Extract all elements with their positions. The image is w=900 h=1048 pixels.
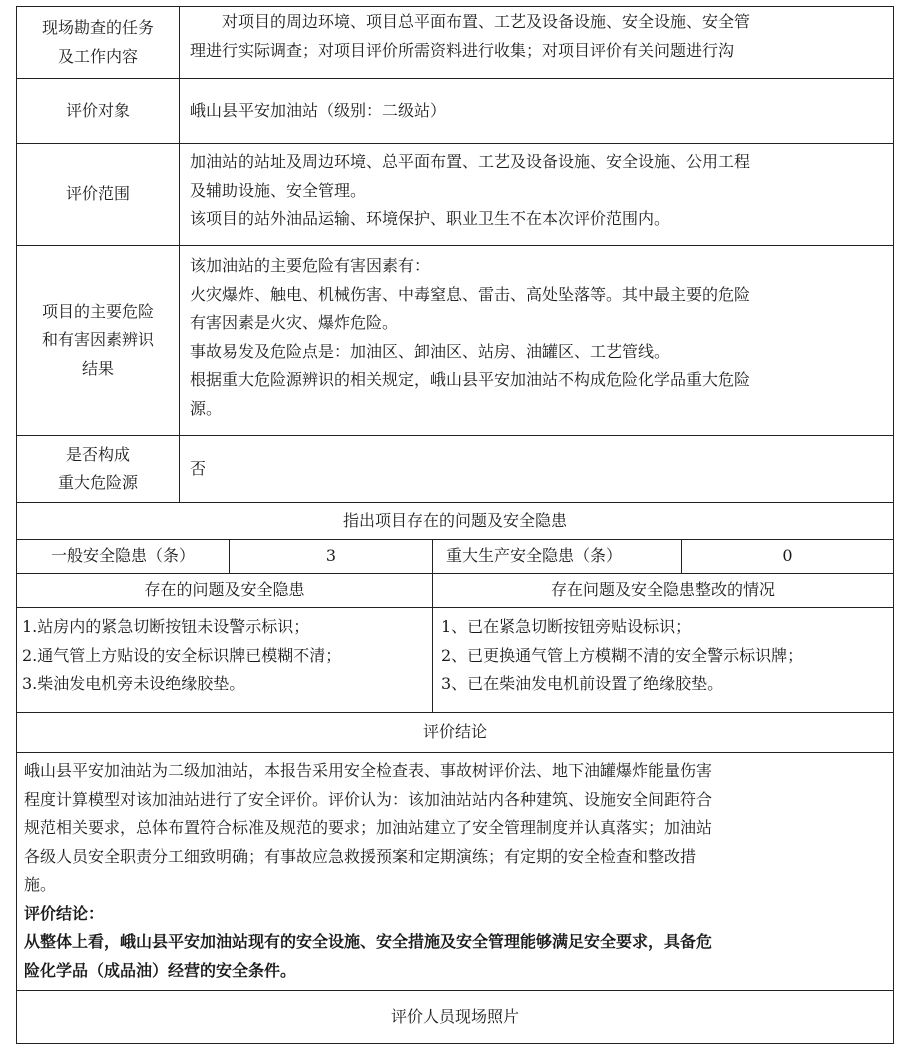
major-hazard-label-line: 是否构成 [65,444,130,464]
conclusion-bold-statement: 险化学品（成品油）经营的安全条件。 [24,960,297,980]
major-production-hazard-count: 0 [782,546,793,566]
photos-title: 评价人员现场照片 [390,1006,519,1026]
conclusion-bold-statement: 从整体上看，峨山县平安加油站现有的安全设施、安全措施及安全管理能够满足安全要求，具备危 [24,932,713,951]
rectification-list [441,613,891,709]
object-content-text: 峨山县平安加油站（级别：二级站） [190,100,447,120]
conclusion-line: 规范相关要求，总体布置符合标准及规范的要求；加油站建立了安全管理制度并认真落实；加油站 [24,818,713,837]
hazards-content-line: 火灾爆炸、触电、机械伤害、中毒窒息、雷击、高处坠落等。其中最主要的危险 [190,284,751,304]
conclusion-body [24,757,890,989]
list-item: 2、已更换通气管上方模糊不清的安全警示标识牌； [441,645,804,665]
hazards-content-line: 有害因素是火灾、爆炸危险。 [190,313,399,332]
object-content [190,79,890,143]
tasks-label-line: 及工作内容 [57,46,138,66]
list-item: 1.站房内的紧急切断按钮未设警示标识； [22,617,310,636]
conclusion-line: 施。 [24,875,57,894]
conclusion-bold-label: 评价结论： [24,903,105,923]
list-item: 1、已在紧急切断按钮旁贴设标识； [441,617,692,636]
row-divider [16,1043,894,1044]
scope-content-line: 该项目的站外油品运输、环境保护、职业卫生不在本次评价范围内。 [190,209,671,228]
tasks-label [17,7,179,78]
general-hazard-count: 3 [325,546,337,566]
scope-content [190,148,890,244]
conclusion-line: 各级人员安全职责分工细致明确；有事故应急救援预案和定期演练；有定期的安全检查和整改措 [24,846,697,866]
conclusion-title: 评价结论 [422,722,487,742]
major-production-hazard-label: 重大生产安全隐患（条） [446,546,623,566]
count-row-divider [432,539,433,712]
object-label [17,79,179,143]
list-item: 3、已在柴油发电机前设置了绝缘胶垫。 [441,674,724,693]
list-item: 3.柴油发电机旁未设绝缘胶垫。 [22,674,246,693]
major-hazard-content [190,436,890,502]
issues-section-title: 指出项目存在的问题及安全隐患 [342,510,567,530]
major-hazard-answer: 否 [190,458,207,478]
major-hazard-label [17,436,179,502]
general-hazard-label: 一般安全隐患（条） [50,546,195,566]
hazards-label [17,246,179,435]
object-label-text: 评价对象 [65,100,130,120]
label-column-divider [179,6,180,502]
tasks-content [190,8,890,78]
tasks-label-line: 现场勘查的任务 [41,18,154,37]
hazards-label-line: 和有害因素辨识 [41,330,154,350]
hazards-content-line: 事故易发及危险点是：加油区、卸油区、站房、油罐区、工艺管线。 [190,341,671,361]
tasks-content-line: 理进行实际调查；对项目评价所需资料进行收集；对项目评价有关问题进行沟 [190,40,735,60]
rectification-column-header: 存在问题及安全隐患整改的情况 [550,580,775,600]
table-border-right [893,6,894,1044]
scope-content-line: 加油站的站址及周边环境、总平面布置、工艺及设备设施、安全设施、公用工程 [190,152,751,171]
row-divider [16,607,894,608]
hazards-label-line: 项目的主要危险 [41,301,154,321]
conclusion-line: 程度计算模型对该加油站进行了安全评价。评价认为：该加油站站内各种建筑、设施安全间距符合 [24,789,713,809]
hazards-content [190,252,890,434]
major-hazard-label-line: 重大危险源 [57,473,138,492]
tasks-content-line: 对项目的周边环境、项目总平面布置、工艺及设备设施、安全设施、安全管 [222,12,751,31]
list-item: 2.通气管上方贴设的安全标识牌已模糊不清； [22,645,342,665]
hazards-label-line: 结果 [81,358,114,378]
issues-list [22,613,430,709]
conclusion-line: 峨山县平安加油站为二级加油站，本报告采用安全检查表、事故树评价法、地下油罐爆炸能量伤害 [24,761,713,780]
row-divider [16,752,894,753]
hazards-content-line: 该加油站的主要危险有害因素有： [190,256,431,275]
scope-label-text: 评价范围 [65,184,130,204]
scope-content-line: 及辅助设施、安全管理。 [190,180,367,200]
issues-column-header: 存在的问题及安全隐患 [144,580,305,600]
scope-label [17,144,179,245]
hazards-content-line: 源。 [190,398,223,418]
hazards-content-line: 根据重大危险源辨识的相关规定，峨山县平安加油站不构成危险化学品重大危险 [190,370,751,389]
